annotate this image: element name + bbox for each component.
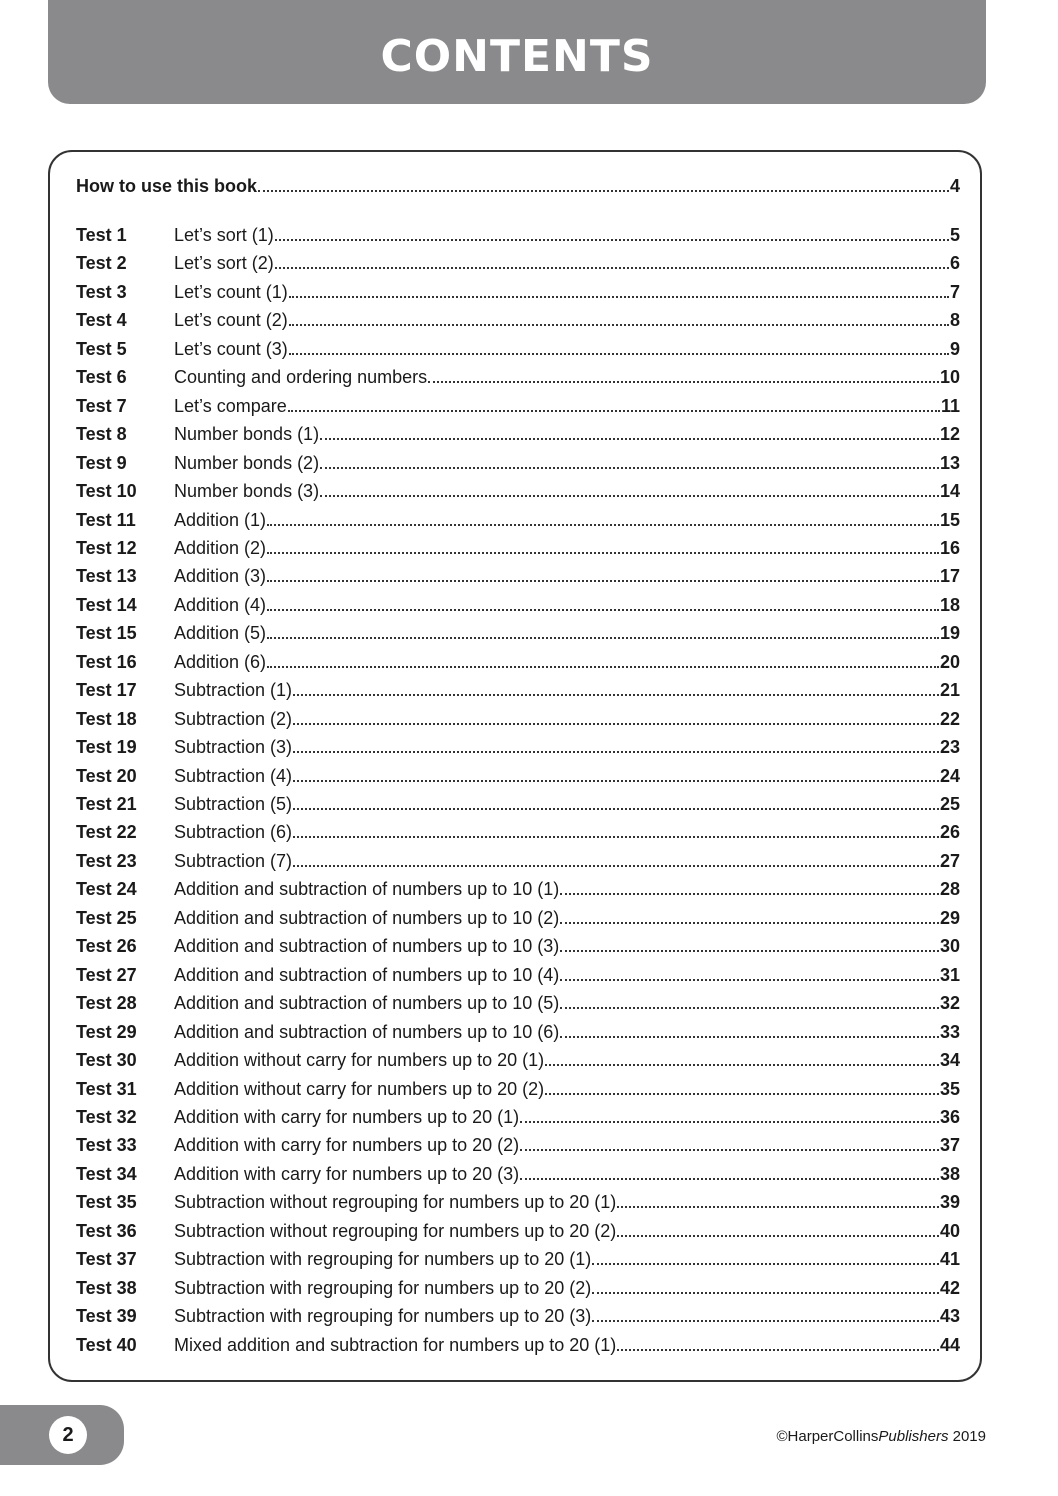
toc-entry-title: Subtraction with regrouping for numbers up to 20 (1) — [174, 1249, 592, 1270]
toc-test-number: Test 25 — [76, 907, 137, 928]
toc-page-number: 18 — [939, 594, 960, 615]
page-title: CONTENTS — [380, 30, 654, 82]
toc-test-number: Test 29 — [76, 1021, 137, 1042]
toc-leader-dots — [275, 239, 949, 241]
toc-page-number: 40 — [939, 1220, 960, 1241]
toc-leader-dots — [320, 495, 939, 497]
toc-page-number: 20 — [939, 651, 960, 672]
toc-page-number: 5 — [949, 225, 960, 245]
toc-entry-title: Mixed addition and subtraction for numbers up to 20 (1) — [174, 1334, 617, 1355]
toc-page-number: 13 — [939, 452, 960, 473]
toc-entry-row[interactable] — [76, 619, 960, 647]
toc-entry-row[interactable] — [76, 477, 960, 505]
toc-test-number: Test 33 — [76, 1135, 137, 1156]
toc-entry-title: Let’s compare — [174, 395, 287, 416]
copyright-notice — [776, 1428, 986, 1445]
toc-test-number: Test 18 — [76, 708, 137, 729]
toc-entry-title: Addition and subtraction of numbers up to 10 (6) — [174, 1021, 560, 1042]
toc-page-number: 35 — [939, 1078, 960, 1099]
toc-entry-row[interactable] — [76, 249, 960, 277]
toc-entry-title: Addition (6) — [174, 651, 267, 672]
toc-test-number: Test 1 — [76, 225, 127, 245]
toc-entry-title: Counting and ordering numbers — [174, 367, 428, 388]
toc-page-number: 29 — [939, 907, 960, 928]
toc-entry-row[interactable] — [76, 221, 960, 249]
toc-leader-dots — [560, 979, 939, 981]
toc-entry-row[interactable] — [76, 306, 960, 334]
copyright-prefix: ©HarperCollins — [776, 1428, 879, 1445]
toc-page-number: 17 — [939, 566, 960, 587]
toc-page-number: 12 — [939, 424, 960, 445]
toc-entry-title: Addition and subtraction of numbers up to 10 (4) — [174, 964, 560, 985]
page-number-tab — [0, 1405, 124, 1465]
toc-test-number: Test 22 — [76, 822, 137, 843]
toc-leader-dots — [267, 552, 939, 554]
toc-leader-dots — [617, 1349, 939, 1351]
toc-entry-row[interactable] — [76, 733, 960, 761]
toc-entry-title: Subtraction with regrouping for numbers up to 20 (3) — [174, 1306, 592, 1327]
toc-test-number: Test 12 — [76, 537, 137, 558]
toc-leader-dots — [289, 296, 949, 298]
toc-leader-dots — [560, 1007, 939, 1009]
toc-leader-dots — [545, 1093, 939, 1095]
toc-entry-title: Let’s sort (2) — [174, 253, 274, 274]
toc-entry-title: Addition without carry for numbers up to 20 (2) — [174, 1078, 545, 1099]
toc-entry-row[interactable] — [76, 534, 960, 562]
toc-page-number: 30 — [939, 936, 960, 957]
copyright-year: 2019 — [948, 1428, 986, 1445]
toc-page-number: 9 — [949, 338, 960, 359]
toc-entry-title: Subtraction without regrouping for numbers up to 20 (1) — [174, 1192, 617, 1213]
toc-page-number: 16 — [939, 537, 960, 558]
toc-page-number: 19 — [939, 623, 960, 644]
toc-entry-row[interactable] — [76, 562, 960, 590]
toc-entry-row[interactable] — [76, 449, 960, 477]
toc-page-number: 8 — [949, 310, 960, 331]
toc-intro-title: How to use this book — [76, 176, 258, 196]
toc-leader-dots — [267, 666, 939, 668]
toc-entry-row[interactable] — [76, 1245, 960, 1273]
toc-test-number: Test 31 — [76, 1078, 137, 1099]
toc-intro-row[interactable] — [76, 172, 960, 200]
toc-entry-title: Addition (3) — [174, 566, 267, 587]
toc-entry-title: Subtraction without regrouping for numbers up to 20 (2) — [174, 1220, 617, 1241]
toc-page-number: 23 — [939, 737, 960, 758]
toc-page-number: 14 — [939, 481, 960, 502]
toc-page-number: 11 — [940, 395, 960, 416]
toc-entry-title: Addition with carry for numbers up to 20 (2) — [174, 1135, 520, 1156]
toc-entry-title: Subtraction (2) — [174, 708, 293, 729]
toc-entry-title: Number bonds (1) — [174, 424, 320, 445]
toc-leader-dots — [520, 1178, 939, 1180]
toc-entry-row[interactable] — [76, 1131, 960, 1159]
toc-page-number: 33 — [939, 1021, 960, 1042]
toc-test-number: Test 5 — [76, 338, 127, 359]
toc-leader-dots — [428, 381, 939, 383]
toc-entry-row[interactable] — [76, 904, 960, 932]
toc-test-number: Test 26 — [76, 936, 137, 957]
toc-test-number: Test 23 — [76, 850, 137, 871]
toc-leader-dots — [293, 780, 939, 782]
toc-test-number: Test 16 — [76, 651, 137, 672]
toc-leader-dots — [293, 808, 939, 810]
toc-page-number: 39 — [939, 1192, 960, 1213]
contents-header — [48, 0, 986, 104]
toc-leader-dots — [293, 694, 939, 696]
toc-entry-row[interactable] — [76, 818, 960, 846]
toc-page-number: 25 — [939, 794, 960, 814]
toc-leader-dots — [617, 1235, 939, 1237]
toc-test-number: Test 32 — [76, 1106, 137, 1127]
toc-entry-title: Let’s count (3) — [174, 338, 288, 359]
toc-leader-dots — [267, 524, 939, 526]
toc-entry-title: Number bonds (3) — [174, 481, 320, 502]
toc-page-number: 28 — [939, 879, 960, 900]
toc-leader-dots — [267, 580, 939, 582]
toc-page-number: 44 — [939, 1334, 960, 1355]
toc-entry-row[interactable] — [76, 591, 960, 619]
toc-test-number: Test 34 — [76, 1163, 137, 1184]
toc-entry-row[interactable] — [76, 1046, 960, 1074]
toc-entry-title: Number bonds (2) — [174, 452, 320, 473]
toc-test-number: Test 13 — [76, 566, 137, 587]
toc-entry-row[interactable] — [76, 1075, 960, 1103]
toc-page-number: 42 — [939, 1277, 960, 1298]
copyright-italic: Publishers — [878, 1428, 949, 1445]
toc-test-number: Test 19 — [76, 737, 137, 758]
toc-leader-dots — [520, 1149, 939, 1151]
toc-leader-dots — [293, 836, 939, 838]
toc-entry-row[interactable] — [76, 989, 960, 1017]
toc-page-number: 24 — [939, 765, 960, 786]
toc-entry-row[interactable] — [76, 1160, 960, 1188]
toc-entry-title: Addition and subtraction of numbers up to 10 (1) — [174, 879, 560, 900]
toc-entry-row[interactable] — [76, 1331, 960, 1359]
toc-test-number: Test 21 — [76, 794, 137, 814]
toc-entry-row[interactable] — [76, 506, 960, 534]
toc-test-number: Test 37 — [76, 1249, 137, 1270]
toc-page-number: 15 — [939, 509, 960, 530]
toc-test-number: Test 10 — [76, 481, 137, 502]
toc-test-number: Test 40 — [76, 1334, 137, 1355]
toc-entry-title: Let’s count (1) — [174, 281, 288, 302]
toc-leader-dots — [258, 190, 949, 192]
toc-entry-title: Addition and subtraction of numbers up to 10 (3) — [174, 936, 560, 957]
toc-page-number: 6 — [949, 253, 960, 274]
toc-leader-dots — [560, 922, 939, 924]
toc-leader-dots — [275, 267, 949, 269]
toc-entry-row[interactable] — [76, 1302, 960, 1330]
toc-entry-title: Subtraction (4) — [174, 765, 293, 786]
toc-entry-row[interactable] — [76, 762, 960, 790]
toc-entry-title: Subtraction (6) — [174, 822, 293, 843]
page-number: 2 — [49, 1416, 87, 1454]
toc-entry-title: Addition (1) — [174, 509, 267, 530]
toc-entry-row[interactable] — [76, 648, 960, 676]
toc-entry-row[interactable] — [76, 932, 960, 960]
toc-entry-row[interactable] — [76, 676, 960, 704]
toc-page-number: 31 — [939, 964, 960, 985]
toc-leader-dots — [267, 609, 939, 611]
toc-leader-dots — [560, 950, 939, 952]
toc-test-number: Test 7 — [76, 395, 127, 416]
toc-page-number: 7 — [949, 281, 960, 302]
toc-entry-title: Addition without carry for numbers up to 20 (1) — [174, 1050, 545, 1071]
toc-leader-dots — [560, 893, 939, 895]
toc-entry-title: Let’s count (2) — [174, 310, 288, 331]
toc-entry-title: Addition (2) — [174, 537, 267, 558]
toc-test-number: Test 24 — [76, 879, 137, 900]
toc-entry-row[interactable] — [76, 705, 960, 733]
toc-test-number: Test 20 — [76, 765, 137, 786]
toc-test-number: Test 9 — [76, 452, 127, 473]
toc-entry-row[interactable] — [76, 1188, 960, 1216]
toc-entry-title: Addition with carry for numbers up to 20 (1) — [174, 1106, 520, 1127]
toc-intro-page: 4 — [949, 176, 960, 196]
toc-test-number: Test 39 — [76, 1306, 137, 1327]
toc-entry-title: Addition with carry for numbers up to 20 (3) — [174, 1163, 520, 1184]
toc-leader-dots — [289, 324, 949, 326]
toc-page-number: 10 — [939, 367, 960, 388]
toc-leader-dots — [545, 1064, 939, 1066]
toc-test-number: Test 28 — [76, 993, 137, 1014]
toc-test-number: Test 11 — [76, 509, 136, 530]
toc-test-number: Test 2 — [76, 253, 127, 274]
toc-entry-row[interactable] — [76, 420, 960, 448]
toc-leader-dots — [592, 1320, 939, 1322]
toc-test-number: Test 30 — [76, 1050, 137, 1071]
toc-entry-title: Addition and subtraction of numbers up to 10 (2) — [174, 907, 560, 928]
toc-entry-title: Let’s sort (1) — [174, 225, 274, 245]
toc-leader-dots — [293, 723, 939, 725]
toc-page-number: 43 — [939, 1306, 960, 1327]
toc-page-number: 27 — [939, 850, 960, 871]
toc-page-number: 34 — [939, 1050, 960, 1071]
toc-leader-dots — [592, 1263, 939, 1265]
toc-entry-row[interactable] — [76, 961, 960, 989]
toc-entry-row[interactable] — [76, 1217, 960, 1245]
toc-entry-row[interactable] — [76, 392, 960, 420]
toc-test-number: Test 17 — [76, 680, 137, 701]
toc-test-number: Test 35 — [76, 1192, 137, 1213]
toc-entry-row[interactable] — [76, 1018, 960, 1046]
toc-leader-dots — [267, 637, 939, 639]
toc-page-number: 36 — [939, 1106, 960, 1127]
toc-leader-dots — [617, 1206, 939, 1208]
toc-leader-dots — [320, 438, 939, 440]
toc-page-number: 22 — [939, 708, 960, 729]
toc-page-number: 26 — [939, 822, 960, 843]
toc-leader-dots — [293, 865, 939, 867]
toc-leader-dots — [288, 410, 940, 412]
toc-page-number: 21 — [939, 680, 960, 701]
toc-test-number: Test 3 — [76, 281, 127, 302]
toc-entry-row[interactable] — [76, 363, 960, 391]
toc-leader-dots — [320, 467, 939, 469]
toc-leader-dots — [289, 353, 949, 355]
toc-leader-dots — [520, 1121, 939, 1123]
toc-test-number: Test 15 — [76, 623, 137, 644]
toc-leader-dots — [293, 751, 939, 753]
toc-box — [48, 150, 982, 1382]
toc-entry-row[interactable] — [76, 1103, 960, 1131]
toc-page-number: 32 — [939, 993, 960, 1014]
toc-entry-row[interactable] — [76, 875, 960, 903]
toc-test-number: Test 27 — [76, 964, 137, 985]
toc-page-number: 38 — [939, 1163, 960, 1184]
toc-entry-row[interactable] — [76, 278, 960, 306]
toc-page-number: 37 — [939, 1135, 960, 1156]
toc-entry-title: Addition and subtraction of numbers up to 10 (5) — [174, 993, 560, 1014]
toc-entry-row[interactable] — [76, 847, 960, 875]
toc-leader-dots — [560, 1036, 939, 1038]
toc-entry-title: Subtraction (1) — [174, 680, 293, 701]
toc-entry-title: Addition (5) — [174, 623, 267, 644]
toc-entry-row[interactable] — [76, 1274, 960, 1302]
toc-entry-title: Subtraction (5) — [174, 794, 293, 814]
toc-entry-title: Subtraction with regrouping for numbers up to 20 (2) — [174, 1277, 592, 1298]
toc-entry-row[interactable] — [76, 790, 960, 818]
toc-test-number: Test 36 — [76, 1220, 137, 1241]
toc-entry-title: Subtraction (7) — [174, 850, 293, 871]
toc-test-number: Test 14 — [76, 594, 137, 615]
toc-test-number: Test 4 — [76, 310, 127, 331]
toc-leader-dots — [592, 1292, 939, 1294]
toc-entry-title: Subtraction (3) — [174, 737, 293, 758]
toc-page-number: 41 — [939, 1249, 960, 1270]
toc-test-number: Test 8 — [76, 424, 127, 445]
toc-entry-row[interactable] — [76, 335, 960, 363]
toc-entry-title: Addition (4) — [174, 594, 267, 615]
toc-test-number: Test 6 — [76, 367, 127, 388]
toc-test-number: Test 38 — [76, 1277, 137, 1298]
